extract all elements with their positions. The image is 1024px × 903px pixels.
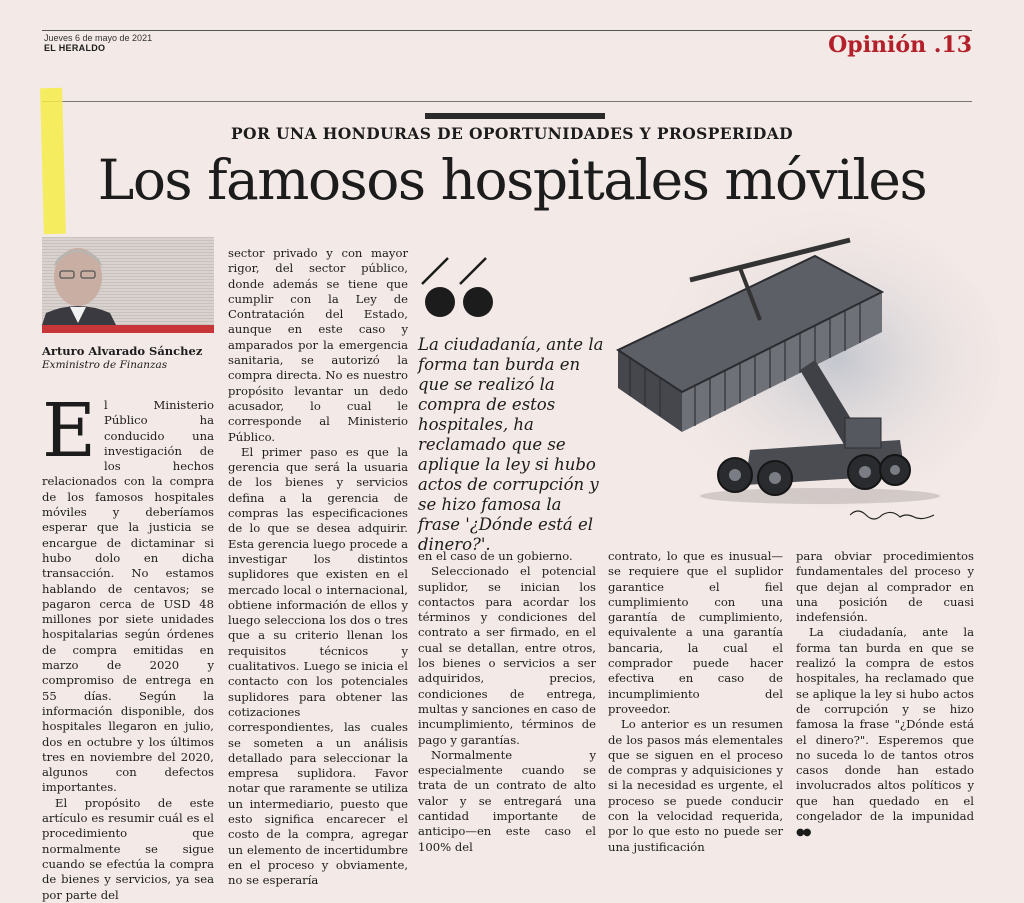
author-portrait-icon xyxy=(42,237,214,325)
paragraph xyxy=(796,625,974,840)
author-role: Exministro de Finanzas xyxy=(42,359,168,371)
paragraph: l Ministerio Público ha conducido una investigación de los hechos relacionados con la compra de los famosos hospitales móviles y deberíamos esperar que la justicia se encargue de dictaminar si hubo dolo en dicha transacción. No estamos hablando de centavos; se pagaron cerca de USD 48 millones por siete unidades hospitalarias según órdenes de compra emitidas en marzo de 2020 y compromiso de entrega en 55 días. Según la información disponible, dos hospitales llegaron en julio, dos en octubre y los últimos tres en noviembre del 2020, algunos con defectos importantes. xyxy=(42,398,214,795)
article-column-2 xyxy=(228,246,408,888)
article-column-5 xyxy=(796,549,974,841)
paragraph: Lo anterior es un resumen de los pasos más elementales que se siguen en el proceso de compras y adquisiciones y si la necesidad es urgente, el proceso se puede conducir con la velocidad requerida, por lo que esto no puede ser una justificación xyxy=(608,717,783,854)
article-headline: Los famosos hospitales móviles xyxy=(97,148,927,212)
article-kicker: POR UNA HONDURAS DE OPORTUNIDADES Y PROSPERIDAD xyxy=(230,124,794,143)
container-forklift-illustration xyxy=(600,200,980,530)
paragraph: El propósito de este artículo es resumir cuál es el procedimiento que normalmente se sigue cuando se efectúa la compra de bienes y servicios, ya sea por parte del xyxy=(42,795,214,902)
section-title: Opinión .13 xyxy=(828,32,972,58)
author-name: Arturo Alvarado Sánchez xyxy=(42,344,203,358)
drop-cap: E xyxy=(42,388,97,474)
paragraph: El primer paso es que la gerencia que será la usuaria de los bienes y servicios defina a la gerencia de compras las especificaciones de lo que se desea adquirir. Esta gerencia luego procede a investigar los distintos suplidores que existen en el mercado local o internacional, obtiene información de ellos y luego selecciona los dos o tres que a su criterio llenan los requisitos técnicos y cualitativos. Luego se inicia el contacto con los potenciales suplidores para obtener las cotizaciones correspondientes, las cuales se someten a un análisis detallado para seleccionar la empresa suplidora. Favor notar que raramente se utiliza un intermediario, puesto que esto significa encarecer el costo de la compra, agregar un elemento de incertidumbre en el proceso y obviamente, no se esperaría xyxy=(228,444,408,888)
pull-quote: La ciudadanía, ante la forma tan burda en que se realizó la compra de estos hospitales, ha reclamado que se aplique la ley si hubo actos de corrupción y se hizo famosa la frase '¿Dónde está el dinero?'. xyxy=(418,335,604,554)
author-photo-bar xyxy=(42,325,214,333)
article-column-3 xyxy=(418,549,596,855)
paragraph: contrato, lo que es inusual—se requiere que el suplidor garantice el fiel cumplimiento con una garantía de cumplimiento, equivalente a una garantía bancaria, la cual el comprador puede hacer efectiva en caso de incumplimiento del proveedor. xyxy=(608,549,783,716)
article-column-1 xyxy=(42,388,214,903)
paragraph: Seleccionado el potencial suplidor, se inician los contactos para acordar los términos y condiciones del contrato a ser firmado, en el cual se detallan, entre otros, los bienes o servicios a ser adquiridos, precios, condiciones de entrega, multas y sanciones en caso de incumplimiento, términos de pago y garantías. xyxy=(418,564,596,747)
end-mark: ●● xyxy=(796,827,810,839)
paragraph: sector privado y con mayor rigor, del sector público, donde además se tiene que cumplir con la Ley de Contratación del Estado, aunque en este caso y amparados por la emergencia sanitaria, se autorizó la compra directa. No es nuestro propósito levantar un dedo acusador, lo cual le corresponde al Ministerio Público. xyxy=(228,246,408,444)
paragraph: para obviar procedimientos fundamentales del proceso y que dejan al comprador en una posición de cuasi indefensión. xyxy=(796,549,974,625)
paragraph: en el caso de un gobierno. xyxy=(418,549,573,563)
paragraph-text: La ciudadanía, ante la forma tan burda en que se realizó la compra de estos hospitales, ha reclamado que se aplique la ley si hubo actos de corrupción y se hizo famosa la frase "¿Dónde está el dinero?". Esperemos que no suceda lo de tantos otros casos donde han estado involucrados altos políticos y que han quedado en el congelador de la impunidad xyxy=(796,625,974,824)
issue-date: Jueves 6 de mayo de 2021 xyxy=(44,33,153,43)
author-photo xyxy=(42,237,214,325)
double-quote-icon xyxy=(420,256,500,320)
header-rule-bottom xyxy=(42,101,972,102)
header-rule xyxy=(42,30,972,31)
newspaper-name: EL HERALDO xyxy=(44,43,106,53)
article-column-4 xyxy=(608,549,783,855)
paragraph: Normalmente y especialmente cuando se trata de un contrato de alto valor y se entregará una cantidad importante de anticipo—en este caso el 100% del xyxy=(418,747,596,854)
kicker-bar xyxy=(425,113,605,119)
